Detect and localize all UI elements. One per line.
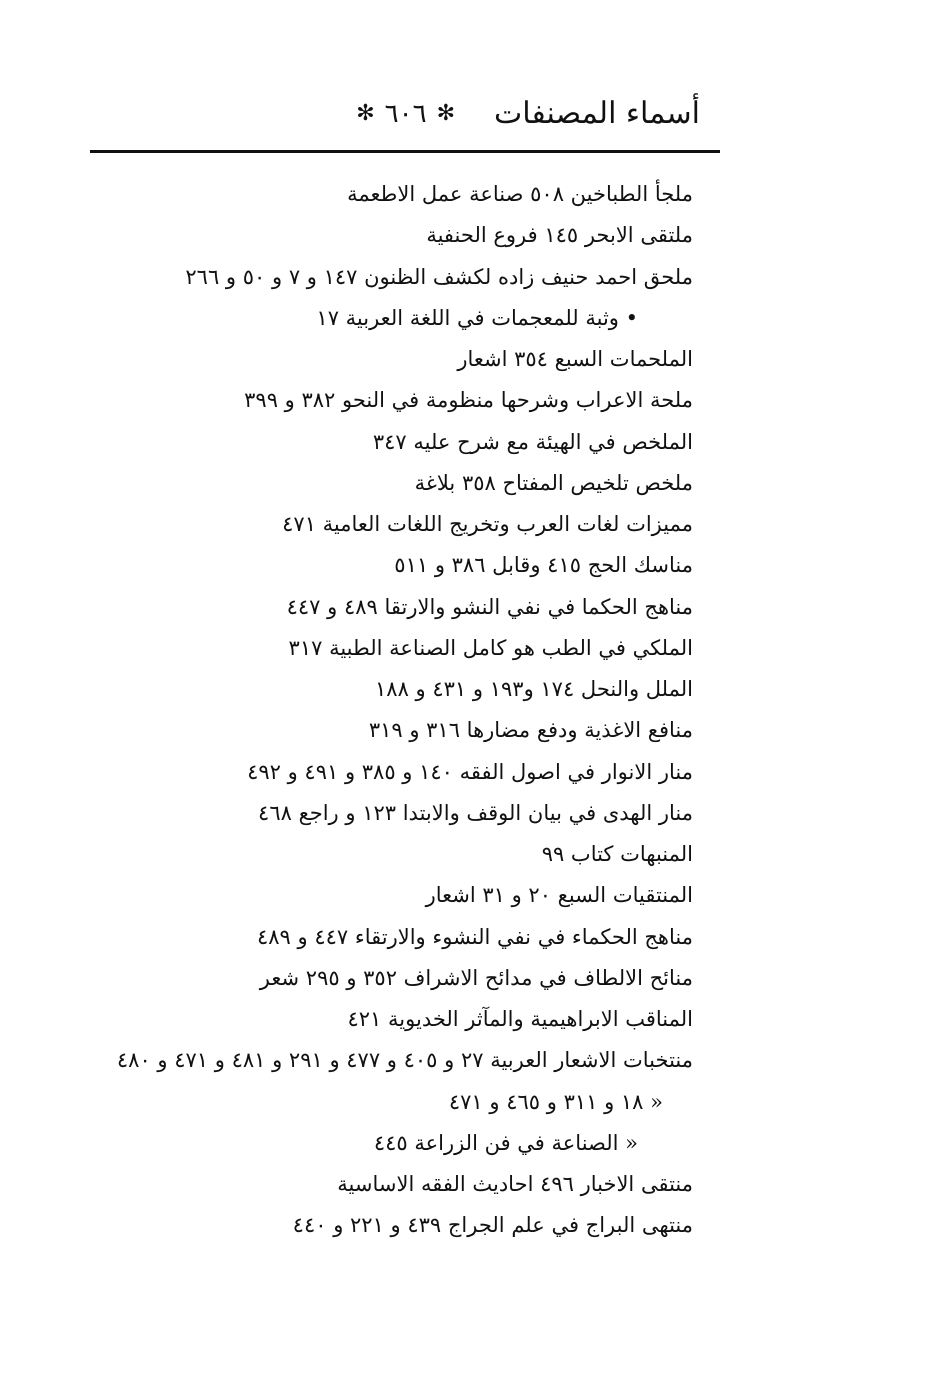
index-entry: الملخص في الهيئة مع شرح عليه ٣٤٧ — [372, 429, 693, 454]
index-entry: مناهج الحكما في نفي النشو والارتقا ٤٨٩ و ٤٤٧ — [286, 594, 693, 619]
index-entry: منتقى الاخبار ٤٩٦ احاديث الفقه الاساسية — [337, 1172, 693, 1196]
index-entry-continuation: • وثبة للمعجمات في اللغة العربية ١٧ — [316, 305, 638, 330]
header-rule — [90, 150, 720, 153]
ornament-left-icon: ✻ — [356, 101, 375, 126]
index-entry: الملل والنحل ١٧٤ و١٩٣ و ٤٣١ و ١٨٨ — [375, 677, 693, 701]
index-entry: الملحمات السبع ٣٥٤ اشعار — [457, 347, 693, 371]
index-entry-continuation: « الصناعة في فن الزراعة ٤٤٥ — [373, 1130, 638, 1155]
index-entry: مناهج الحكماء في نفي النشوء والارتقاء ٤٤٧ و ٤٨٩ — [256, 924, 693, 949]
index-entry: المناقب الابراهيمية والمآثر الخديوية ٤٢١ — [347, 1007, 693, 1031]
index-entry: منار الانوار في اصول الفقه ١٤٠ و ٣٨٥ و ٤٩١ و ٤٩٢ — [247, 759, 693, 784]
index-entry: مميزات لغات العرب وتخريج اللغات العامية ٤٧١ — [282, 512, 693, 536]
index-entry: مناسك الحج ٤١٥ وقابل ٣٨٦ و ٥١١ — [394, 553, 693, 578]
index-entry: منتخبات الاشعار العربية ٢٧ و ٤٠٥ و ٤٧٧ و ٢٩١ و ٤٨١ و ٤٧١ و ٤٨٠ — [116, 1048, 693, 1073]
running-title: أسماء المصنفات — [493, 96, 700, 131]
index-entry: منار الهدى في بيان الوقف والابتدا ١٢٣ و راجع ٤٦٨ — [258, 800, 693, 825]
index-entry: منتهى البراج في علم الجراج ٤٣٩ و ٢٢١ و ٤٤٠ — [292, 1213, 693, 1238]
index-entry: ملجأ الطباخين ٥٠٨ صناعة عمل الاطعمة — [347, 182, 693, 206]
index-entry: ملحق احمد حنيف زاده لكشف الظنون ١٤٧ و ٧ و ٥٠ و ٢٦٦ — [185, 264, 693, 289]
index-entry: ملخص تلخيص المفتاح ٣٥٨ بلاغة — [414, 470, 693, 495]
index-entry: منائح الالطاف في مدائح الاشراف ٣٥٢ و ٢٩٥ شعر — [259, 965, 693, 990]
page-number-group — [356, 96, 455, 132]
index-entries — [90, 174, 693, 1247]
ornament-right-icon: ✻ — [436, 101, 455, 126]
index-entry: المنتقيات السبع ٢٠ و ٣١ اشعار — [425, 883, 693, 908]
index-entry: المنبهات كتاب ٩٩ — [541, 842, 693, 866]
index-entry: ملحة الاعراب وشرحها منظومة في النحو ٣٨٢ و ٣٩٩ — [244, 388, 693, 413]
index-entry: الملكي في الطب هو كامل الصناعة الطبية ٣١٧ — [288, 635, 693, 660]
index-entry: ملتقى الابحر ١٤٥ فروع الحنفية — [426, 223, 693, 248]
page-number: ٦٠٦ — [384, 99, 427, 129]
index-entry: منافع الاغذية ودفع مضارها ٣١٦ و ٣١٩ — [368, 718, 693, 743]
page-header — [90, 88, 720, 138]
index-entry-continuation: « ١٨ و ٣١١ و ٤٦٥ و ٤٧١ — [448, 1089, 663, 1114]
